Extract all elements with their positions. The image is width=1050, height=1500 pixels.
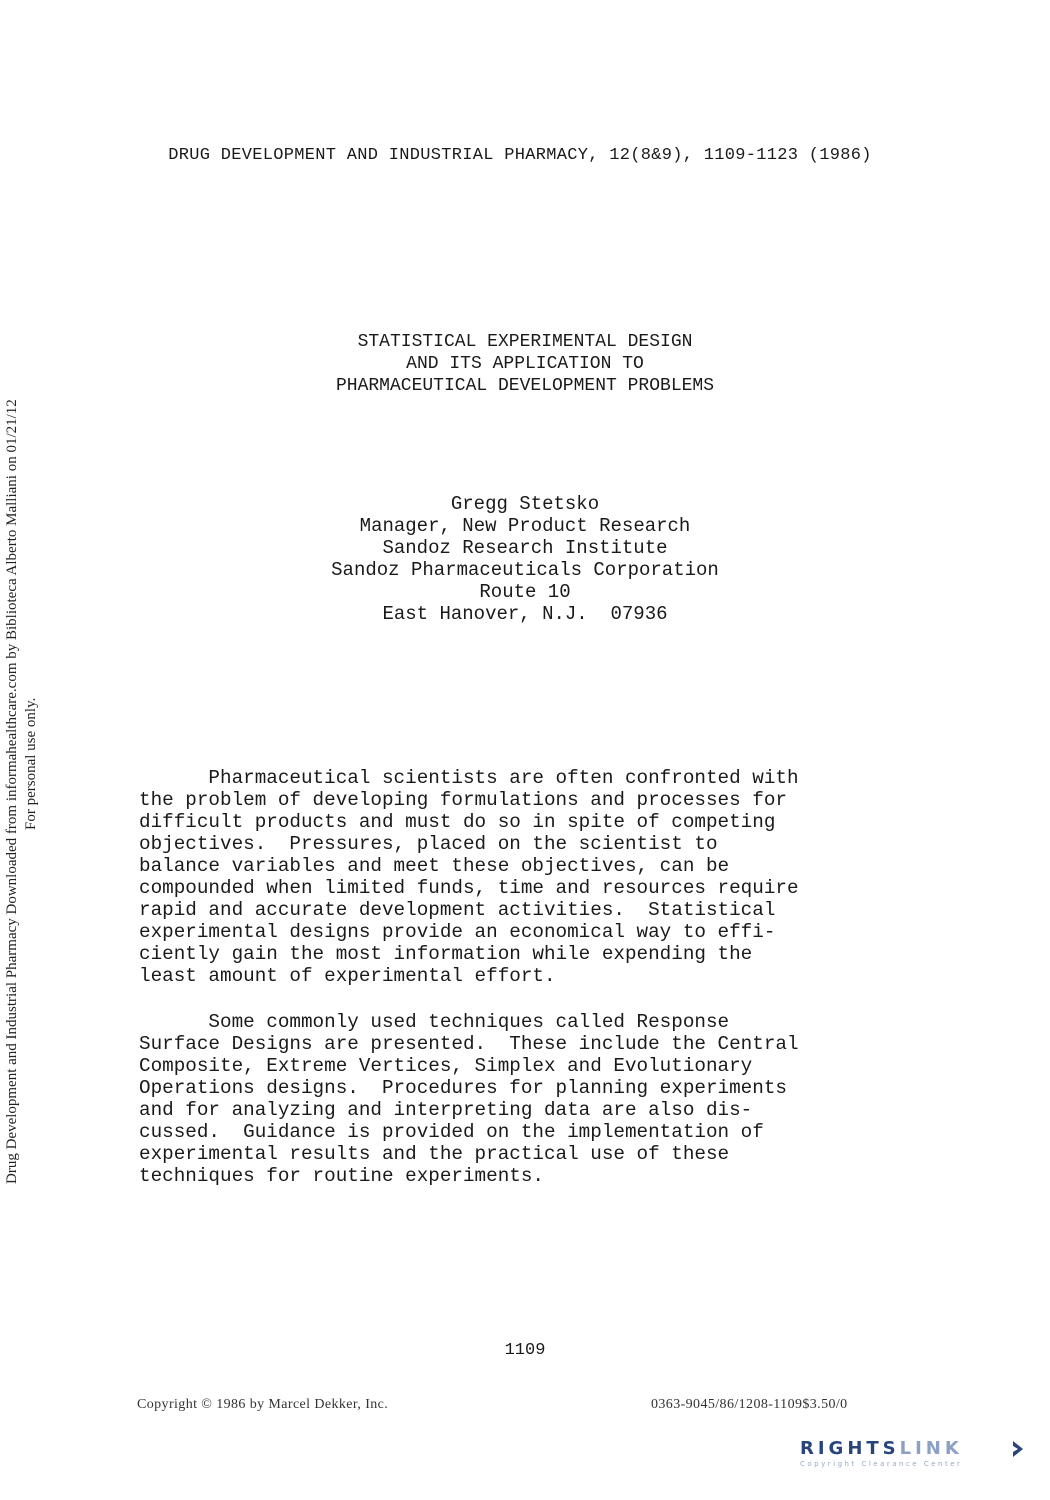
text-line: objectives. Pressures, placed on the scientist to (139, 833, 718, 855)
text-line: experimental results and the practical use of these (139, 1143, 730, 1165)
author-city: East Hanover, N.J. 07936 (382, 603, 668, 625)
watermark-line: For personal use only. (23, 697, 39, 830)
text-line: techniques for routine experiments. (139, 1165, 544, 1187)
text-line: Composite, Extreme Vertices, Simplex and Evolutionary (139, 1055, 753, 1077)
author-name: Gregg Stetsko (450, 493, 600, 515)
text-line: the problem of developing formulations and processes for (139, 789, 787, 811)
issn-code: 0363-9045/86/1208-1109$3.50/0 (651, 1397, 848, 1412)
title-line: PHARMACEUTICAL DEVELOPMENT PROBLEMS (335, 376, 715, 396)
author-institute: Sandoz Research Institute (382, 537, 668, 559)
text-line: balance variables and meet these objectives, can be (139, 855, 730, 877)
page-number: 1109 (504, 1341, 546, 1360)
copyright-notice: Copyright © 1986 by Marcel Dekker, Inc. (137, 1397, 389, 1412)
abstract-paragraph-1 (139, 767, 939, 987)
abstract-paragraph-2 (139, 1011, 939, 1187)
text-line: cussed. Guidance is provided on the implementation of (139, 1121, 764, 1143)
author-company: Sandoz Pharmaceuticals Corporation (331, 559, 719, 581)
text-line: Pharmaceutical scientists are often confronted with (139, 767, 799, 789)
rightslink-arrow-icon (1010, 1440, 1026, 1458)
rightslink-word-dark: RIGHTS (800, 1438, 900, 1459)
author-block (0, 493, 1050, 625)
author-street: Route 10 (479, 581, 571, 603)
text-line: least amount of experimental effort. (139, 965, 556, 987)
author-position: Manager, New Product Research (359, 515, 691, 537)
journal-header: DRUG DEVELOPMENT AND INDUSTRIAL PHARMACY, 12(8&9), 1109-1123 (1986) (168, 146, 872, 165)
rightslink-wordmark (800, 1438, 963, 1459)
title-line: STATISTICAL EXPERIMENTAL DESIGN (357, 332, 693, 352)
rightslink-logo[interactable] (800, 1438, 1030, 1474)
text-line: experimental designs provide an economical way to effi- (139, 921, 776, 943)
title-line: AND ITS APPLICATION TO (406, 354, 644, 374)
text-line: rapid and accurate development activities. Statistical (139, 899, 776, 921)
text-line: compounded when limited funds, time and resources require (139, 877, 799, 899)
article-title (0, 331, 1050, 397)
text-line: Operations designs. Procedures for planning experiments (139, 1077, 787, 1099)
text-line: Surface Designs are presented. These include the Central (139, 1033, 799, 1055)
rightslink-subtitle: Copyright Clearance Center (800, 1460, 963, 1468)
rightslink-word-light: LINK (899, 1438, 963, 1459)
text-line: difficult products and must do so in spite of competing (139, 811, 776, 833)
watermark-line: Drug Development and Industrial Pharmacy Downloaded from informahealthcare.com by Biblioteca Alberto Malliani on 01/21/12 (4, 399, 20, 1184)
text-line: Some commonly used techniques called Response (139, 1011, 730, 1033)
text-line: and for analyzing and interpreting data are also dis- (139, 1099, 753, 1121)
text-line: ciently gain the most information while expending the (139, 943, 753, 965)
